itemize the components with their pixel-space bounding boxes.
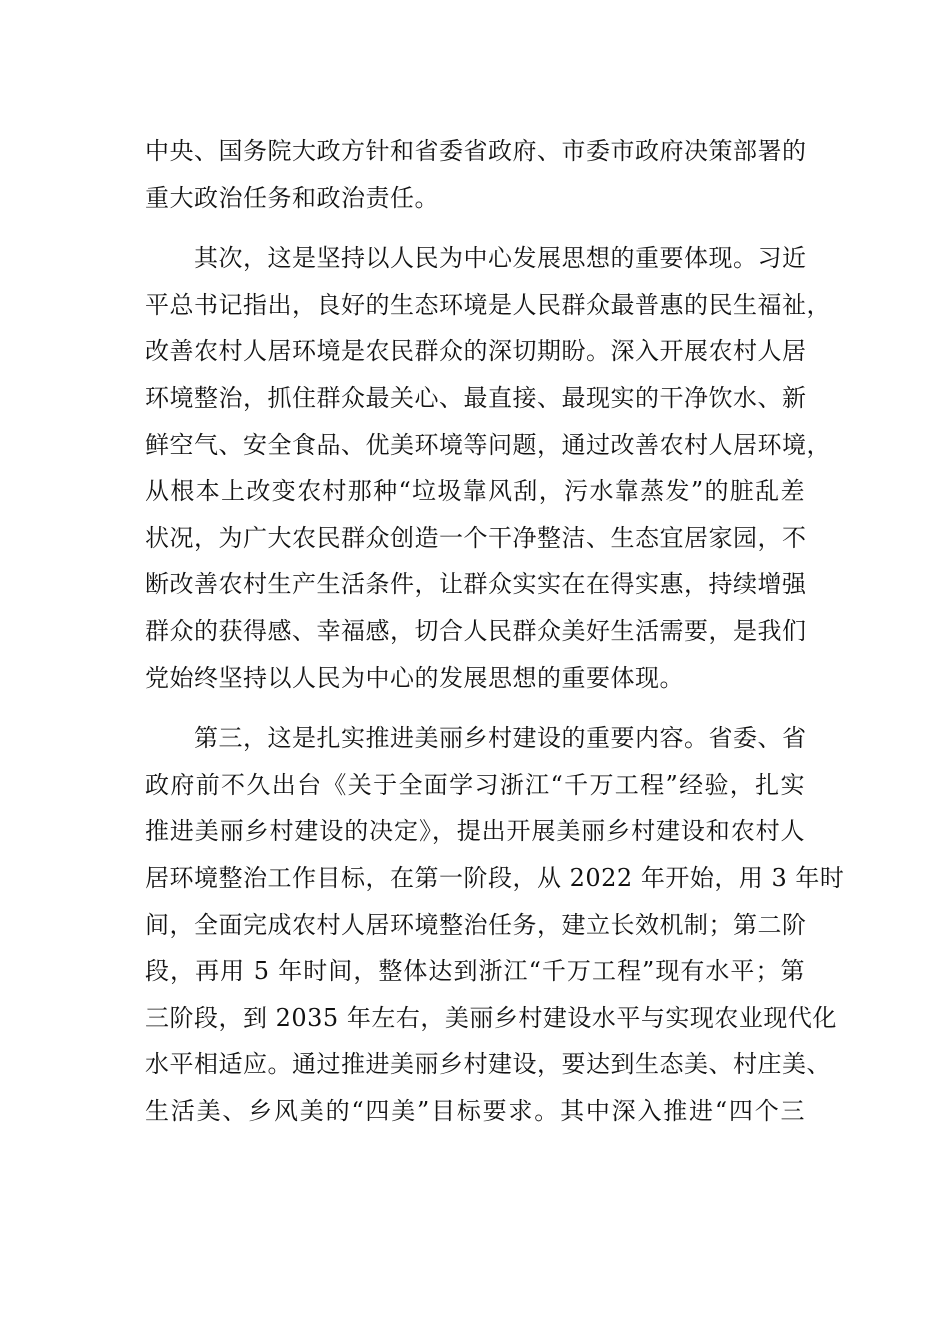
text-line: 推进美丽乡村建设的决定》，提出开展美丽乡村建设和农村人 [145, 817, 805, 846]
text-line: 间，全面完成农村人居环境整治任务，建立长效机制；第二阶 [145, 910, 807, 939]
paragraph-3 [145, 715, 845, 1134]
text-line: 第三，这是扎实推进美丽乡村建设的重要内容。省委、省 [145, 724, 807, 753]
text-line: 居环境整治工作目标，在第一阶段，从 2022 年开始，用 3 年时 [145, 863, 845, 892]
text-line: 从根本上改变农村那种“垃圾靠风刮，污水靠蒸发”的脏乱差 [145, 477, 805, 506]
text-line: 生活美、乡风美的“四美”目标要求。其中深入推进“四个三 [145, 1096, 805, 1125]
text-line: 党始终坚持以人民为中心的发展思想的重要体现。 [145, 663, 684, 692]
text-line: 重大政治任务和政治责任。 [145, 183, 439, 212]
text-line: 状况，为广大农民群众创造一个干净整洁、生态宜居家园，不 [145, 523, 807, 552]
paragraph-2 [145, 235, 831, 701]
text-line: 水平相适应。通过推进美丽乡村建设，要达到生态美、村庄美、 [145, 1050, 831, 1079]
text-line: 断改善农村生产生活条件，让群众实实在在得实惠，持续增强 [145, 570, 807, 599]
text-line: 三阶段，到 2035 年左右，美丽乡村建设水平与实现农业现代化 [145, 1003, 837, 1032]
text-line: 段，再用 5 年时间，整体达到浙江“千万工程”现有水平；第 [145, 957, 805, 986]
paragraph-1 [145, 128, 805, 221]
text-line: 中央、国务院大政方针和省委省政府、市委市政府决策部署的 [145, 137, 807, 165]
text-line: 平总书记指出，良好的生态环境是人民群众最普惠的民生福祉， [145, 290, 831, 319]
text-line: 群众的获得感、幸福感，切合人民群众美好生活需要，是我们 [145, 616, 807, 645]
text-line: 鲜空气、安全食品、优美环境等问题，通过改善农村人居环境， [145, 430, 831, 459]
text-line: 环境整治，抓住群众最关心、最直接、最现实的干净饮水、新 [145, 383, 807, 412]
text-line: 其次，这是坚持以人民为中心发展思想的重要体现。习近 [145, 244, 807, 273]
text-line: 政府前不久出台《关于全面学习浙江“千万工程”经验，扎实 [145, 770, 805, 799]
document-body [145, 128, 845, 1134]
text-line: 改善农村人居环境是农民群众的深切期盼。深入开展农村人居 [145, 337, 807, 366]
